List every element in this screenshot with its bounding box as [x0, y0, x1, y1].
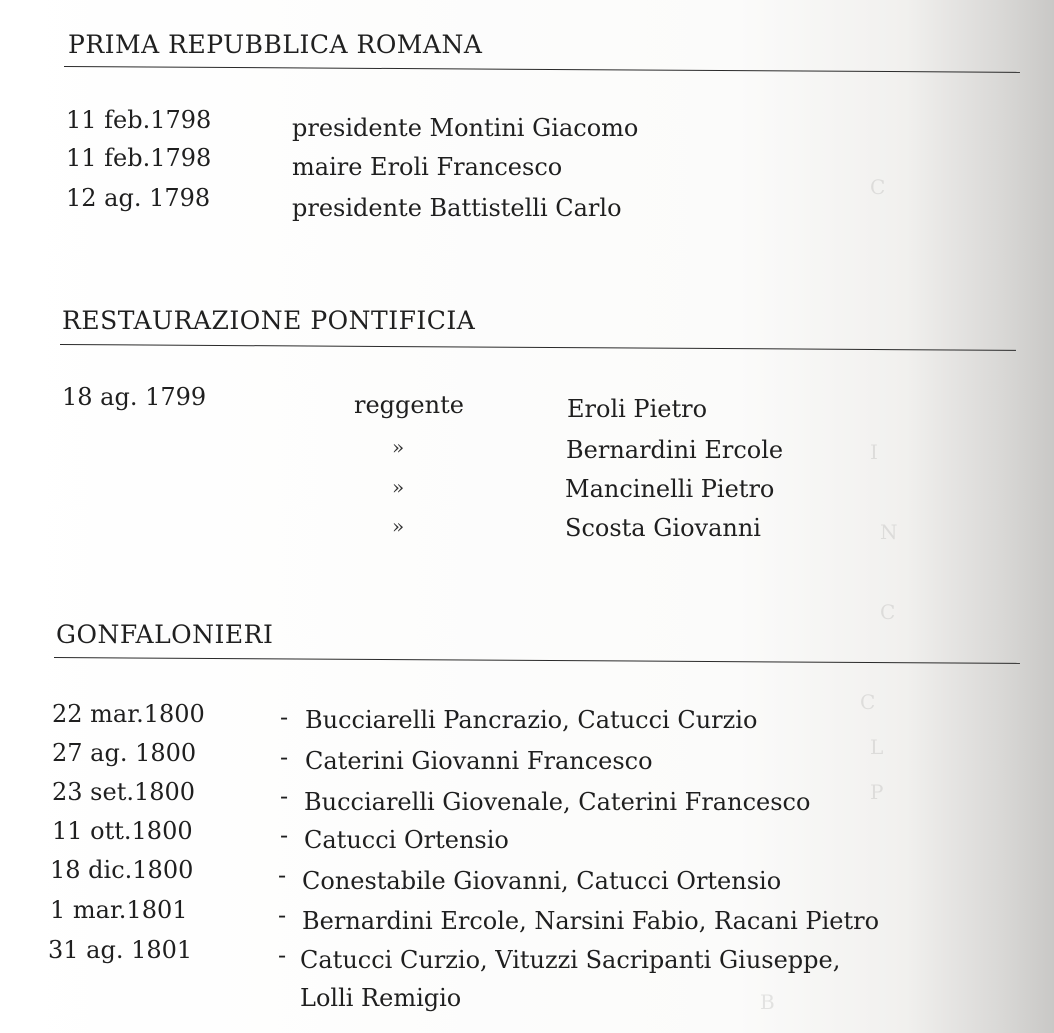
entry-text: presidente Montini Giacomo — [292, 114, 639, 142]
entry-text: Bucciarelli Pancrazio, Catucci Curzio — [305, 706, 758, 734]
entry-dash: - — [280, 782, 289, 810]
role-label: reggente — [354, 391, 464, 419]
entry-date: 22 mar.1800 — [52, 700, 205, 728]
entry-text: Caterini Giovanni Francesco — [305, 747, 653, 775]
entry-date: 18 dic.1800 — [50, 856, 194, 884]
regent-name: Eroli Pietro — [567, 395, 708, 423]
regent-name: Mancinelli Pietro — [565, 475, 775, 503]
ditto-mark: » — [392, 475, 405, 499]
section-heading: RESTAURAZIONE PONTIFICIA — [62, 306, 476, 335]
entry-dash: - — [278, 861, 287, 889]
scanned-page: C I N C C L P B PRIMA REPUBBLICA ROMANA 11 feb.1798 presidente Montini Giacomo 11 feb.1798 maire Eroli Francesco 12 ag. 1798 presidente Battistelli Carlo RESTAURAZIONE PONTIFICIA 18 ag. 1799 reggente Eroli Pietro » Bernardini Ercole » Mancinelli Pietro » Scosta Giovanni GONFALONIERI 22 mar.1800 - Bucciarelli Pancrazio, Catucci Curzio 27 ag. 1800 - Caterini Giovanni Francesco 23 set.1800 - Bucciarelli Giovenale, Caterini Francesco 11 ott.1800 - Catucci Ortensio 18 dic.1800 - Conestabile Giovanni, Catucci Ortensio 1 mar.1801 - Bernardini Ercole, Narsini Fabio, Racani Pietro 31 ag. 1801 - Catucci Curzio, Vituzzi Sacripanti Giuseppe, Lolli Remigio — [0, 0, 1054, 1033]
entry-date: 27 ag. 1800 — [52, 739, 197, 767]
section-rule — [64, 66, 1020, 73]
entry-text: Bucciarelli Giovenale, Caterini Francesco — [304, 788, 811, 816]
entry-dash: - — [280, 821, 289, 849]
entry-text: presidente Battistelli Carlo — [292, 194, 622, 222]
entry-date: 11 ott.1800 — [52, 817, 193, 845]
section-heading: GONFALONIERI — [56, 620, 274, 649]
entry-date: 23 set.1800 — [52, 778, 196, 806]
section-heading: PRIMA REPUBBLICA ROMANA — [68, 30, 483, 59]
entry-text: Catucci Ortensio — [304, 826, 509, 854]
entry-date: 1 mar.1801 — [50, 896, 188, 924]
regent-name: Bernardini Ercole — [566, 436, 784, 464]
entry-date: 18 ag. 1799 — [62, 383, 207, 411]
entry-dash: - — [280, 703, 289, 731]
entry-dash: - — [278, 901, 287, 929]
entry-continuation: Lolli Remigio — [300, 984, 462, 1012]
section-rule — [54, 657, 1020, 664]
entry-dash: - — [280, 743, 289, 771]
entry-date: 12 ag. 1798 — [66, 184, 211, 212]
entry-date: 31 ag. 1801 — [48, 936, 193, 964]
entry-text: Conestabile Giovanni, Catucci Ortensio — [302, 867, 782, 895]
entry-text: Bernardini Ercole, Narsini Fabio, Racani Pietro — [302, 907, 880, 935]
entry-text: Catucci Curzio, Vituzzi Sacripanti Giuseppe, — [300, 946, 841, 974]
entry-text: maire Eroli Francesco — [292, 153, 563, 181]
regent-name: Scosta Giovanni — [565, 514, 761, 542]
entry-date: 11 feb.1798 — [66, 106, 212, 134]
section-rule — [60, 344, 1016, 351]
ditto-mark: » — [392, 514, 405, 538]
entry-date: 11 feb.1798 — [66, 144, 212, 172]
entry-dash: - — [278, 941, 287, 969]
ditto-mark: » — [392, 435, 405, 459]
